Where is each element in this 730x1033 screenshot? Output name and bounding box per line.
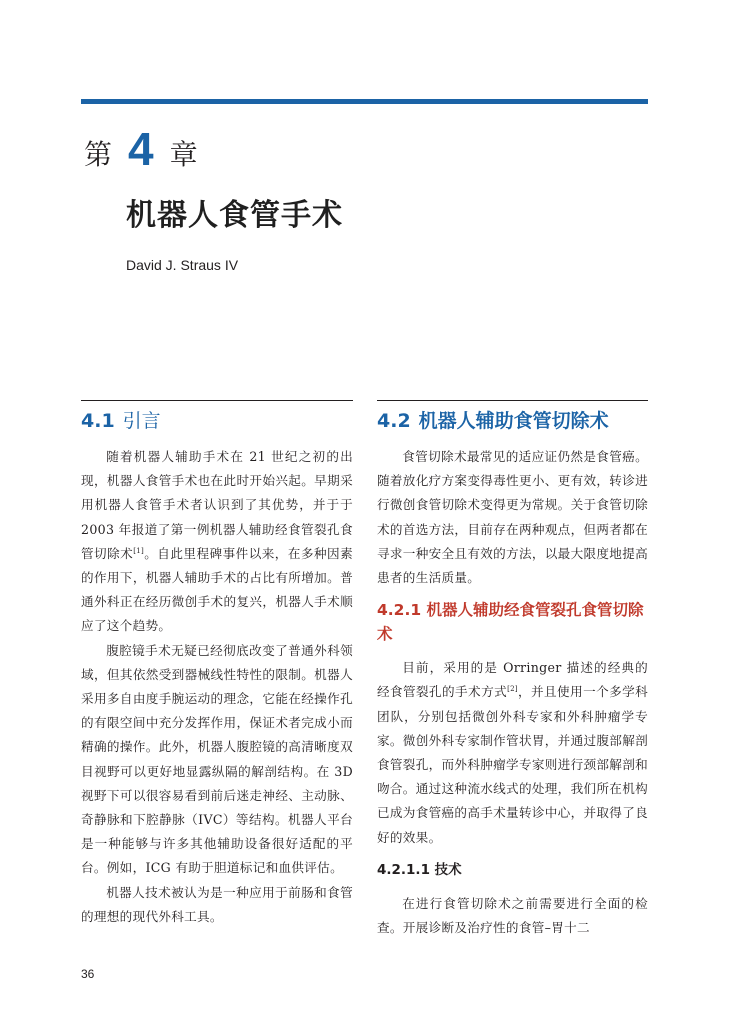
left-column — [81, 400, 353, 929]
page-number: 36 — [81, 967, 95, 981]
section-rule — [377, 400, 648, 401]
section-title: 机器人辅助食管切除术 — [418, 410, 609, 432]
section-rule — [81, 400, 353, 401]
section-heading-4-1 — [81, 407, 353, 435]
subsection-heading-4-2-1-1: 4.2.1.1 技术 — [377, 861, 462, 878]
chapter-top-rule — [81, 99, 648, 104]
intro-paragraph-2: 腹腔镜手术无疑已经彻底改变了普通外科领域，但其依然受到器械线性特性的限制。机器人采用多自由度手腕运动的理念，它能在经操作孔的有限空间中充分发挥作用，保证术者完成小而精确的操作。此外，机器人腹腔镜的高清晰度双目视野可以更好地显露纵隔的解剖结构。在 3D 视野下可以很容易看到前后迷走神经、主动脉、奇静脉和下腔静脉（IVC）等结构。机器人平台是一种能够与许多其他辅助设备很好适配的平台。例如，ICG 有助于胆道标记和血供评估。 — [81, 642, 353, 876]
section-number: 4.1 — [81, 410, 115, 432]
chapter-label — [84, 123, 198, 175]
chapter-author: David J. Straus IV — [126, 257, 239, 273]
section-paragraph-1: 食管切除术最常见的适应证仍然是食管癌。随着放化疗方案变得毒性更小、更有效，转诊进行微创食管切除术变得更为常规。关于食管切除术的首选方法，目前存在两种观点，但两者都在寻求一种安全且有效的方法，以最大限度地提高患者的生活质量。 — [377, 449, 648, 586]
chapter-suffix: 章 — [169, 138, 198, 171]
chapter-title: 机器人食管手术 — [126, 198, 343, 233]
right-column — [377, 400, 648, 940]
section-heading-4-2 — [377, 407, 648, 435]
subsection-heading-4-2-1: 4.2.1 机器人辅助经食管裂孔食管切除术 — [377, 601, 644, 644]
chapter-prefix: 第 — [84, 138, 113, 171]
section-paragraph-2: 目前，采用的是 Orringer 描述的经典的经食管裂孔的手术方式[2]，并且使用一个多学科团队，分别包括微创外科专家和外科肿瘤学专家。微创外科专家制作管状胃，并通过腹部解剖食管裂孔，而外科肿瘤学专家则进行颈部解剖和吻合。通过这种流水线式的处理，我们所在机构已成为食管癌的高手术量转诊中心，并取得了良好的效果。 — [377, 660, 649, 845]
chapter-number: 4 — [128, 123, 154, 175]
intro-paragraph-1: 随着机器人辅助手术在 21 世纪之初的出现，机器人食管手术也在此时开始兴起。早期采用机器人食管手术者认识到了其优势，并于于 2003 年报道了第一例机器人辅助经食管裂孔食管切除术[1]。自此里程碑事件以来，在多种因素的作用下，机器人辅助手术的占比有所增加。普通外科正在经历微创手术的复兴，机器人手术顺应了这个趋势。 — [81, 449, 353, 634]
section-number: 4.2 — [377, 410, 411, 432]
intro-paragraph-3: 机器人技术被认为是一种应用于前肠和食管的理想的现代外科工具。 — [81, 884, 353, 924]
section-paragraph-3: 在进行食管切除术之前需要进行全面的检查。开展诊断及治疗性的食管–胃十二 — [377, 895, 648, 936]
citation-ref-2[interactable]: [2] — [507, 685, 518, 694]
citation-ref-1[interactable]: [1] — [133, 546, 145, 555]
section-title: 引言 — [122, 410, 161, 432]
